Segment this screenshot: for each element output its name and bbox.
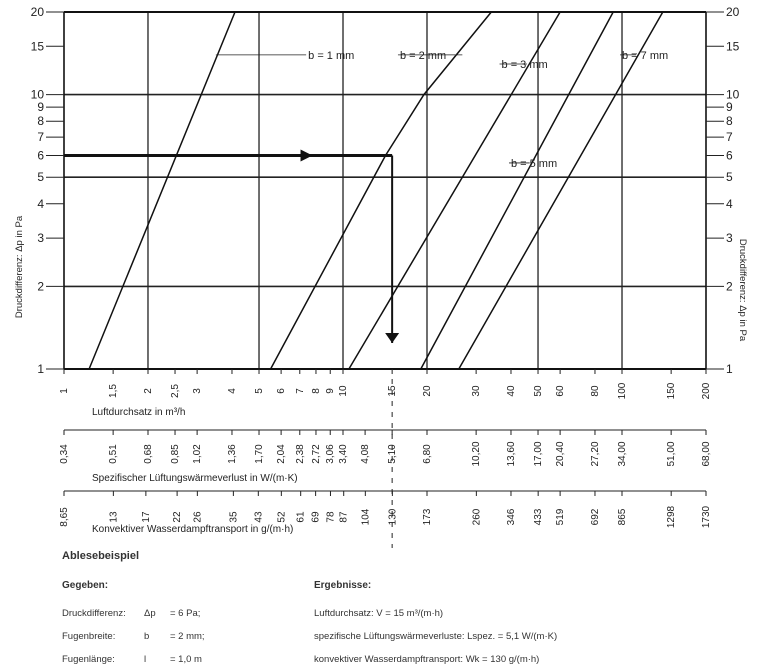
heat-tick-label: 0,85 xyxy=(170,444,182,464)
heat-tick-label: 34,00 xyxy=(617,441,629,467)
given-value: = 6 Pa; xyxy=(170,608,201,619)
heat-tick-label: 2,72 xyxy=(310,444,322,464)
given-label: Fugenlänge: xyxy=(62,654,115,665)
heat-axis-label: Spezifischer Lüftungswärmeverlust in W/(m·K) xyxy=(92,473,298,484)
vapor-tick-label: 692 xyxy=(589,508,601,526)
y-tick-label-left: 4 xyxy=(37,196,44,211)
flow-tick-label: 8 xyxy=(310,388,322,394)
y-tick-label-right: 1 xyxy=(726,362,733,376)
y-tick-label-left: 10 xyxy=(30,87,44,102)
flow-tick-label: 1,5 xyxy=(108,384,120,398)
vapor-tick-label: 61 xyxy=(295,511,307,523)
flow-tick-label: 30 xyxy=(471,385,483,397)
heat-tick-label: 51,00 xyxy=(666,441,678,467)
heat-tick-label: 1,70 xyxy=(254,444,266,464)
heat-tick-label: 1,02 xyxy=(192,444,204,464)
given-value: = 2 mm; xyxy=(170,631,205,642)
y-tick-label-right: 8 xyxy=(726,114,733,129)
results-heading: Ergebnisse: xyxy=(314,580,372,591)
heat-tick-label: 27,20 xyxy=(589,441,601,467)
result-row: konvektiver Wasserdampftransport: Wk = 130 g/(m·h) xyxy=(314,654,540,665)
y-tick-label-right: 3 xyxy=(726,231,733,246)
heat-tick-label: 3,40 xyxy=(338,444,350,464)
vapor-tick-label: 43 xyxy=(253,511,265,523)
heat-tick-label: 68,00 xyxy=(701,441,712,467)
given-label: Druckdifferenz: xyxy=(62,608,126,619)
flow-tick-label: 100 xyxy=(617,382,629,400)
series-label: b = 3 mm xyxy=(501,59,548,72)
flow-tick-label: 200 xyxy=(701,382,712,400)
y-tick-label-right: 6 xyxy=(726,148,733,163)
flow-tick-label: 40 xyxy=(505,385,517,397)
heat-tick-label: 0,51 xyxy=(108,444,120,464)
heat-tick-label: 2,04 xyxy=(276,444,288,464)
y-tick-label-right: 10 xyxy=(726,87,740,102)
series-label: b = 5 mm xyxy=(510,157,558,170)
flow-tick-label: 80 xyxy=(589,385,601,397)
given-symbol: b xyxy=(144,631,150,642)
y-tick-label-left: 9 xyxy=(37,100,44,115)
vapor-tick-label: 1298 xyxy=(666,505,678,529)
given-heading: Gegeben: xyxy=(62,580,109,591)
vapor-tick-label: 26 xyxy=(192,511,204,523)
heat-tick-label: 10,20 xyxy=(471,441,483,467)
series-line xyxy=(89,12,235,369)
series-label: b = 1 mm xyxy=(308,49,355,62)
flow-tick-label: 6 xyxy=(276,388,288,394)
vapor-tick-label: 8,65 xyxy=(59,507,70,527)
y-tick-label-right: 20 xyxy=(726,5,740,19)
flow-axis-label: Luftdurchsatz in m³/h xyxy=(92,407,186,418)
plot-frame xyxy=(64,12,706,369)
vapor-axis-label: Konvektiver Wasserdampftransport in g/(m·h) xyxy=(92,524,294,535)
series-line xyxy=(459,12,663,369)
vapor-tick-label: 130 xyxy=(387,508,399,526)
y-axis-label-right: Druckdifferenz: Δp in Pa xyxy=(737,238,748,342)
example-heading: Ablesebeispiel xyxy=(62,550,140,562)
vapor-tick-label: 519 xyxy=(555,508,567,526)
vapor-tick-label: 1730 xyxy=(701,505,712,529)
vapor-tick-label: 260 xyxy=(471,508,483,526)
heat-tick-label: 20,40 xyxy=(555,441,567,467)
y-tick-label-left: 1 xyxy=(37,362,44,376)
flow-tick-label: 15 xyxy=(387,385,399,397)
vapor-tick-label: 52 xyxy=(276,511,288,523)
vapor-tick-label: 17 xyxy=(140,511,152,523)
flow-tick-label: 10 xyxy=(338,385,350,397)
vapor-tick-label: 865 xyxy=(617,508,629,526)
y-tick-label-left: 6 xyxy=(37,148,44,163)
vapor-tick-label: 173 xyxy=(421,508,433,526)
y-tick-label-right: 4 xyxy=(726,196,733,211)
y-tick-label-left: 7 xyxy=(37,130,44,145)
flow-tick-label: 4 xyxy=(226,388,238,394)
series-annotations xyxy=(216,50,668,170)
vapor-tick-label: 433 xyxy=(533,508,545,526)
y-tick-label-right: 7 xyxy=(726,130,733,145)
vapor-tick-label: 87 xyxy=(338,511,350,523)
flow-tick-label: 2,5 xyxy=(170,384,182,398)
bottom-scales xyxy=(59,369,712,535)
y-tick-label-right: 2 xyxy=(726,279,733,294)
given-symbol: Δp xyxy=(144,608,156,619)
flow-tick-label: 20 xyxy=(421,385,433,397)
flow-tick-label: 150 xyxy=(666,382,678,400)
heat-tick-label: 13,60 xyxy=(505,441,517,467)
heat-tick-label: 17,00 xyxy=(533,441,545,467)
vapor-tick-label: 22 xyxy=(172,511,184,523)
heat-tick-label: 6,80 xyxy=(421,444,433,464)
reading-example-path xyxy=(64,149,399,548)
example-arrow-head-down xyxy=(385,333,399,343)
example-arrow-head-right xyxy=(301,149,313,161)
vapor-tick-label: 104 xyxy=(360,508,372,526)
flow-tick-label: 9 xyxy=(325,388,337,394)
given-label: Fugenbreite: xyxy=(62,631,116,642)
heat-tick-label: 0,34 xyxy=(59,444,70,464)
y-tick-label-left: 3 xyxy=(37,231,44,246)
result-row: spezifische Lüftungswärmeverluste: Lspez. = 5,1 W/(m·K) xyxy=(314,631,558,642)
given-row xyxy=(62,608,200,619)
flow-tick-label: 50 xyxy=(533,385,545,397)
heat-tick-label: 1,36 xyxy=(226,444,238,464)
y-tick-label-left: 2 xyxy=(37,279,44,294)
series-label: b = 2 mm xyxy=(399,49,447,62)
given-value: = 1,0 m xyxy=(170,654,202,665)
result-row: Luftdurchsatz: V = 15 m³/(m·h) xyxy=(314,608,444,619)
flow-tick-label: 5 xyxy=(254,388,266,394)
reading-example xyxy=(0,548,760,669)
vapor-tick-label: 13 xyxy=(108,511,120,523)
given-symbol: l xyxy=(144,654,147,665)
heat-tick-label: 4,08 xyxy=(360,444,372,464)
y-tick-label-left: 20 xyxy=(30,5,44,19)
heat-tick-label: 5,10 xyxy=(387,444,399,464)
y-tick-label-right: 9 xyxy=(726,100,733,115)
vapor-tick-label: 35 xyxy=(228,511,240,523)
y-axis-label-left: Druckdifferenz: Δp in Pa xyxy=(14,215,25,319)
series-lines xyxy=(89,12,663,369)
vapor-tick-label: 78 xyxy=(325,511,337,523)
heat-tick-label: 2,38 xyxy=(294,444,306,464)
flow-tick-label: 3 xyxy=(192,388,204,394)
heat-tick-label: 0,68 xyxy=(142,444,154,464)
y-tick-label-right: 5 xyxy=(726,170,733,185)
vapor-tick-label: 69 xyxy=(310,511,322,523)
flow-tick-label: 7 xyxy=(294,388,306,394)
grid xyxy=(64,12,706,369)
given-row xyxy=(62,654,202,665)
vapor-tick-label: 346 xyxy=(505,508,517,526)
heat-tick-label: 3,06 xyxy=(325,444,337,464)
flow-tick-label: 1 xyxy=(59,388,70,394)
y-tick-label-left: 5 xyxy=(37,170,44,185)
y-tick-label-left: 8 xyxy=(37,114,44,129)
flow-tick-label: 60 xyxy=(555,385,567,397)
flow-tick-label: 2 xyxy=(142,388,154,394)
series-label: b = 7 mm xyxy=(622,49,669,62)
y-tick-label-right: 15 xyxy=(726,39,740,54)
y-tick-label-left: 15 xyxy=(30,39,44,54)
given-row xyxy=(62,631,205,642)
